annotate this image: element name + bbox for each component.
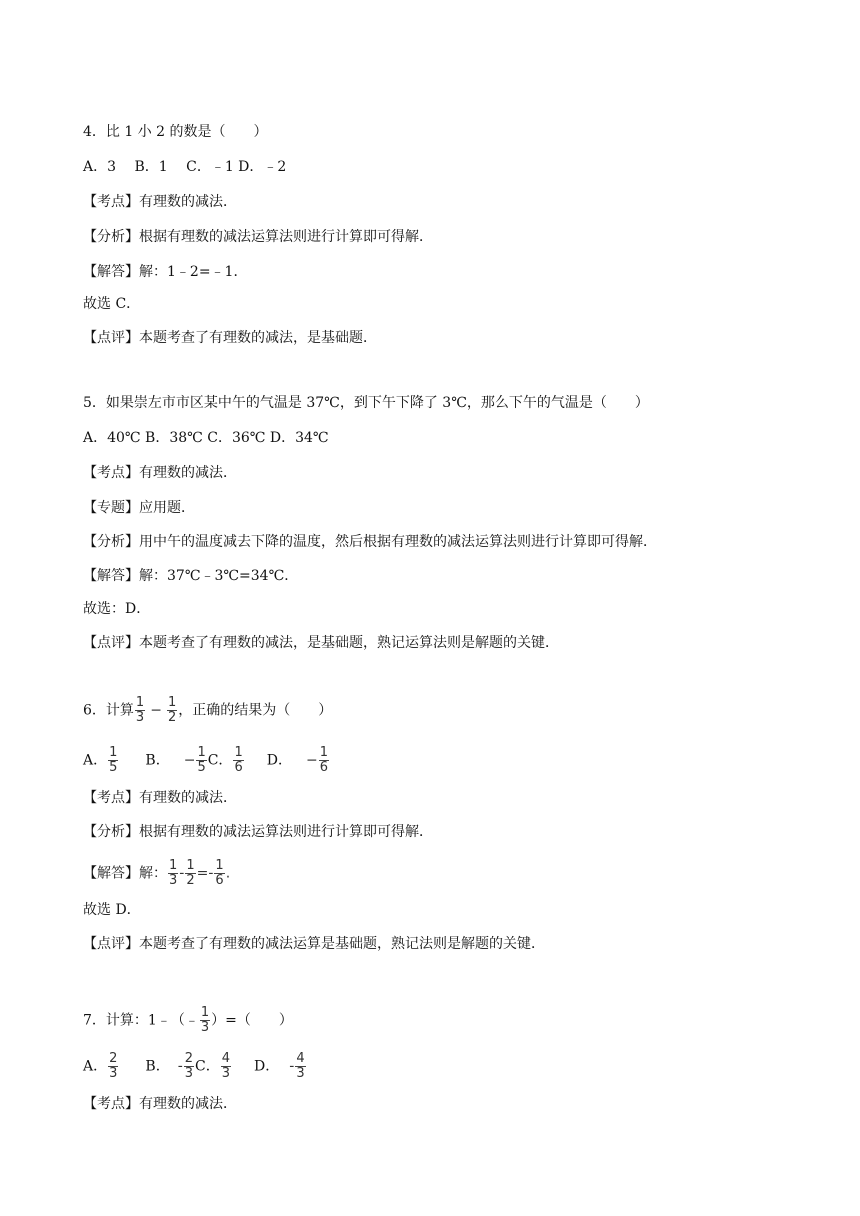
q7-option-b-minus: - [177,1058,183,1075]
q6-kaodian: 【考点】有理数的减法． [83,790,237,806]
q7-option-a-fraction: $\frac{2}{3}$ [109,1051,118,1081]
q7-option-c-label: C． [195,1058,220,1075]
q6-option-b-fraction: $\frac{1}{5}$ [197,745,206,775]
q6-jieda-hyphen: - [179,865,185,882]
q6-jieda-prefix: 【解答】解： [83,865,167,882]
q6-option-c-fraction: $\frac{1}{6}$ [234,745,243,775]
q5-dianping: 【点评】本题考查了有理数的减法，是基础题，熟记运算法则是解题的关键． [83,635,559,651]
q6-dianping: 【点评】本题考查了有理数的减法运算是基础题，熟记法则是解题的关键． [83,936,545,952]
q4-dianping: 【点评】本题考查了有理数的减法，是基础题． [83,330,377,346]
q7-option-d-minus: - [289,1058,295,1075]
q7-option-c-fraction: $\frac{4}{3}$ [221,1051,231,1081]
q7-stem-fraction-one-third: $\frac{1}{3}$ [200,1005,210,1035]
q4-jieda: 【解答】解：1﹣2=﹣1． [83,264,248,280]
q6-option-a-fraction: $\frac{1}{5}$ [109,745,118,775]
q4-answer: 故选 C． [83,296,141,312]
q5-fenxi: 【分析】用中午的温度减去下降的温度，然后根据有理数的减法运算法则进行计算即可得解． [83,534,657,550]
q5-stem: 5．如果崇左市市区某中午的气温是 37℃，到下午下降了 3℃，那么下午的气温是（ ） [83,395,649,411]
q6-option-b-label: B． [145,752,170,769]
q6-jieda-equals: = [196,865,209,882]
q7-stem-prefix: 7．计算：1﹣（﹣ [83,1012,199,1029]
q6-option-d-label: D． [266,752,292,769]
q6-answer: 故选 D． [83,902,141,918]
q4-kaodian: 【考点】有理数的减法． [83,194,237,210]
q6-jieda-period: . [225,865,231,882]
q6-fenxi: 【分析】根据有理数的减法运算法则进行计算即可得解． [83,824,433,840]
q7-kaodian: 【考点】有理数的减法． [83,1096,237,1112]
q6-stem-prefix: 6．计算 [83,702,134,719]
q4-stem: 4．比 1 小 2 的数是（ ） [83,124,268,140]
q7-option-a-label: A． [83,1058,108,1075]
q6-option-b-minus: − [183,752,196,769]
q6-options [83,746,330,775]
q7-stem-suffix: ）=（ ） [211,1012,293,1029]
q7-option-b-fraction: $\frac{2}{3}$ [184,1051,194,1081]
q7-stem [83,1006,293,1035]
q6-option-c-label: C． [207,752,233,769]
minus-sign: − [150,702,162,719]
fraction-one-half: $\frac{1}{2}$ [167,695,177,725]
q5-jieda: 【解答】解：37℃﹣3℃=34℃． [83,568,299,584]
q6-stem-suffix: ，正确的结果为（ ） [178,702,333,719]
q6-option-d-fraction: $\frac{1}{6}$ [319,745,328,775]
q6-jieda-fraction-one-third: $\frac{1}{3}$ [169,858,178,888]
q7-options [83,1052,307,1081]
q7-option-d-label: D． [254,1058,280,1075]
q7-option-d-fraction: $\frac{4}{3}$ [296,1051,305,1081]
q5-zhuanti: 【专题】应用题． [83,500,195,516]
q6-jieda-fraction-one-half: $\frac{1}{2}$ [186,858,195,888]
q6-jieda-fraction-one-sixth: $\frac{1}{6}$ [215,858,224,888]
q6-option-d-minus: − [305,752,318,769]
fraction-one-third: $\frac{1}{3}$ [135,695,145,725]
q6-jieda-hyphen-2: - [208,865,214,882]
q5-options: A．40℃ B．38℃ C．36℃ D．34℃ [83,430,329,446]
q4-options: A．3 B．1 C．﹣1 D．﹣2 [83,159,287,175]
q5-kaodian: 【考点】有理数的减法． [83,465,237,481]
q6-option-a-label: A． [83,752,108,769]
q6-jieda [83,859,230,888]
q7-option-b-label: B． [145,1058,170,1075]
q4-fenxi: 【分析】根据有理数的减法运算法则进行计算即可得解． [83,229,433,245]
q6-stem [83,696,332,725]
q5-answer: 故选：D． [83,601,151,617]
